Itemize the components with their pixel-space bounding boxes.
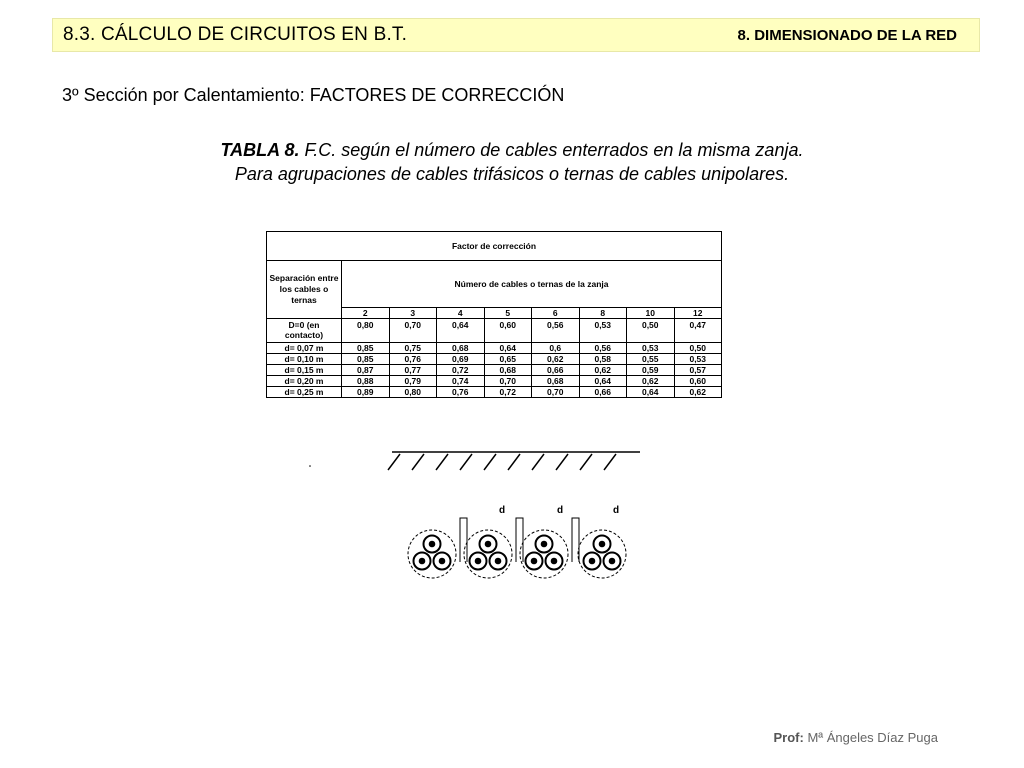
correction-factor-table bbox=[266, 231, 722, 398]
caption-line-2: Para agrupaciones de cables trifásicos o ternas de cables unipolares. bbox=[234, 164, 790, 184]
slide-title: 8.3. CÁLCULO DE CIRCUITOS EN B.T. bbox=[63, 24, 408, 45]
row-label: d= 0,07 m bbox=[267, 343, 342, 354]
spacer-line bbox=[572, 518, 579, 562]
footer-author: Mª Ángeles Díaz Puga bbox=[807, 730, 938, 745]
ground-hatch bbox=[388, 454, 616, 470]
spacing-label: d bbox=[612, 505, 620, 516]
hatch-line bbox=[484, 454, 496, 470]
table-cell: 0,75 bbox=[389, 343, 437, 354]
table-cell: 0,50 bbox=[627, 319, 675, 343]
conductor-core bbox=[495, 558, 502, 565]
column-group-header: Número de cables o ternas de la zanja bbox=[342, 261, 722, 308]
footer-prefix: Prof: bbox=[773, 730, 804, 745]
table-cell: 0,64 bbox=[579, 376, 627, 387]
column-header: 3 bbox=[389, 308, 437, 319]
table-cell: 0,76 bbox=[437, 387, 485, 398]
table-cell: 0,68 bbox=[484, 365, 532, 376]
hatch-line bbox=[412, 454, 424, 470]
conductor-core bbox=[419, 558, 426, 565]
table-cell: 0,53 bbox=[674, 354, 722, 365]
table-row bbox=[267, 376, 722, 387]
hatch-line bbox=[436, 454, 448, 470]
table-cell: 0,60 bbox=[484, 319, 532, 343]
table-cell: 0,64 bbox=[627, 387, 675, 398]
table-cell: 0,66 bbox=[579, 387, 627, 398]
conductor-core bbox=[439, 558, 446, 565]
conductor-core bbox=[599, 541, 606, 548]
row-label: d= 0,25 m bbox=[267, 387, 342, 398]
column-header: 5 bbox=[484, 308, 532, 319]
spacing-label: d bbox=[498, 505, 506, 516]
table-cell: 0,53 bbox=[579, 319, 627, 343]
hatch-line bbox=[580, 454, 592, 470]
table-cell: 0,85 bbox=[342, 343, 390, 354]
conductor-core bbox=[531, 558, 538, 565]
spacing-label: d bbox=[556, 505, 564, 516]
table-caption bbox=[0, 138, 1024, 186]
column-header: 10 bbox=[627, 308, 675, 319]
table-cell: 0,62 bbox=[627, 376, 675, 387]
chapter-label: 8. DIMENSIONADO DE LA RED bbox=[737, 27, 957, 44]
caption-line-1: F.C. según el número de cables enterrados en la misma zanja. bbox=[304, 140, 804, 160]
conductor-core bbox=[429, 541, 436, 548]
table-cell: 0,80 bbox=[342, 319, 390, 343]
table-cell: 0,68 bbox=[437, 343, 485, 354]
table-cell: 0,74 bbox=[437, 376, 485, 387]
header-bar bbox=[52, 18, 980, 52]
table-cell: 0,56 bbox=[579, 343, 627, 354]
column-header: 8 bbox=[579, 308, 627, 319]
spacer-line bbox=[460, 518, 467, 562]
section-heading: 3º Sección por Calentamiento: FACTORES DE CORRECCIÓN bbox=[62, 85, 565, 105]
cable-groups bbox=[408, 530, 626, 578]
table-cell: 0,76 bbox=[389, 354, 437, 365]
table-cell: 0,68 bbox=[532, 376, 580, 387]
table-cell: 0,6 bbox=[532, 343, 580, 354]
cable-trefoil bbox=[464, 530, 512, 578]
spacer-line bbox=[516, 518, 523, 562]
table-row bbox=[267, 365, 722, 376]
conductor-core bbox=[589, 558, 596, 565]
table-cell: 0,79 bbox=[389, 376, 437, 387]
conductor-core bbox=[609, 558, 616, 565]
table-cell: 0,56 bbox=[532, 319, 580, 343]
column-header: 6 bbox=[532, 308, 580, 319]
table-cell: 0,62 bbox=[532, 354, 580, 365]
table-cell: 0,85 bbox=[342, 354, 390, 365]
table-cell: 0,47 bbox=[674, 319, 722, 343]
table-cell: 0,70 bbox=[532, 387, 580, 398]
table-row bbox=[267, 387, 722, 398]
table-cell: 0,66 bbox=[532, 365, 580, 376]
conductor-core bbox=[485, 541, 492, 548]
column-header: 2 bbox=[342, 308, 390, 319]
table-cell: 0,62 bbox=[674, 387, 722, 398]
table-cell: 0,80 bbox=[389, 387, 437, 398]
table-cell: 0,60 bbox=[674, 376, 722, 387]
table-cell: 0,50 bbox=[674, 343, 722, 354]
table-cell: 0,62 bbox=[579, 365, 627, 376]
row-header: Separación entre los cables o ternas bbox=[267, 261, 342, 319]
row-label: d= 0,15 m bbox=[267, 365, 342, 376]
table-title: Factor de corrección bbox=[267, 232, 722, 261]
column-header: 12 bbox=[674, 308, 722, 319]
table-cell: 0,59 bbox=[627, 365, 675, 376]
table-row bbox=[267, 319, 722, 343]
table-cell: 0,70 bbox=[389, 319, 437, 343]
table-cell: 0,64 bbox=[484, 343, 532, 354]
hatch-line bbox=[532, 454, 544, 470]
table-cell: 0,69 bbox=[437, 354, 485, 365]
cable-trefoil bbox=[520, 530, 568, 578]
table-cell: 0,70 bbox=[484, 376, 532, 387]
table-label: TABLA 8. bbox=[220, 140, 300, 160]
hatch-line bbox=[604, 454, 616, 470]
cable-trefoil bbox=[408, 530, 456, 578]
footer-credit bbox=[773, 730, 938, 745]
table-cell: 0,55 bbox=[627, 354, 675, 365]
table-row bbox=[267, 343, 722, 354]
table-cell: 0,64 bbox=[437, 319, 485, 343]
table-cell: 0,57 bbox=[674, 365, 722, 376]
table-row bbox=[267, 354, 722, 365]
table-cell: 0,65 bbox=[484, 354, 532, 365]
cable-trefoil bbox=[578, 530, 626, 578]
hatch-line bbox=[556, 454, 568, 470]
trench-diagram bbox=[300, 440, 660, 590]
table-cell: 0,53 bbox=[627, 343, 675, 354]
stray-dot bbox=[309, 465, 311, 467]
table-cell: 0,72 bbox=[484, 387, 532, 398]
row-label: D=0 (en contacto) bbox=[267, 319, 342, 343]
table-cell: 0,58 bbox=[579, 354, 627, 365]
column-header: 4 bbox=[437, 308, 485, 319]
table-cell: 0,87 bbox=[342, 365, 390, 376]
hatch-line bbox=[508, 454, 520, 470]
hatch-line bbox=[460, 454, 472, 470]
table-cell: 0,77 bbox=[389, 365, 437, 376]
table-cell: 0,89 bbox=[342, 387, 390, 398]
table-cell: 0,88 bbox=[342, 376, 390, 387]
conductor-core bbox=[541, 541, 548, 548]
row-label: d= 0,20 m bbox=[267, 376, 342, 387]
row-label: d= 0,10 m bbox=[267, 354, 342, 365]
table-cell: 0,72 bbox=[437, 365, 485, 376]
hatch-line bbox=[388, 454, 400, 470]
conductor-core bbox=[551, 558, 558, 565]
conductor-core bbox=[475, 558, 482, 565]
